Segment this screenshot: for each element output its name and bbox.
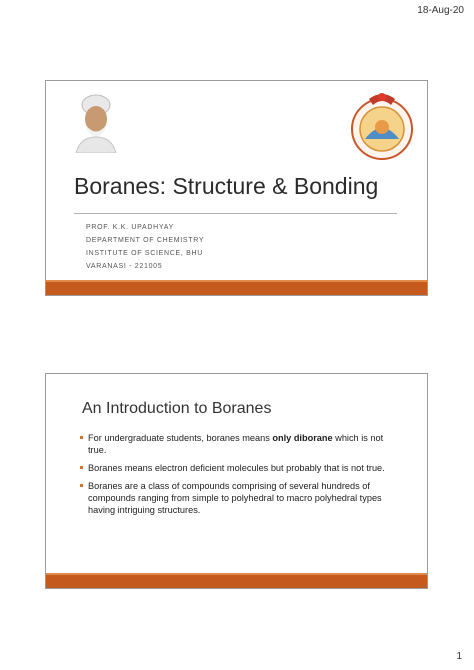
intro-slide <box>45 373 428 589</box>
slide-title: An Introduction to Boranes <box>82 400 272 417</box>
bullet-item <box>80 432 401 456</box>
bullet-text: Boranes are a class of compounds comprising of several hundreds of compounds ranging from simple to polyhedral to macro polyhedral types having intriguing structures. <box>88 481 382 515</box>
author-name: PROF. K.K. UPADHYAY <box>86 224 174 231</box>
bullet-marker <box>80 436 83 439</box>
slide-title: Boranes: Structure & Bonding <box>74 173 379 199</box>
bullet-marker <box>80 484 83 487</box>
bullet-item <box>80 462 401 474</box>
author-block <box>86 221 204 273</box>
date-header: 18-Aug-20 <box>417 5 464 16</box>
department-line: DEPARTMENT OF CHEMISTRY <box>86 237 205 244</box>
slide-footer-bar <box>46 280 427 295</box>
title-slide <box>45 80 428 296</box>
bullet-text: Boranes means electron deficient molecules but probably that is not true. <box>88 463 385 473</box>
university-seal-logo <box>349 87 415 163</box>
bullet-item <box>80 480 401 516</box>
slide-footer-bar <box>46 573 427 588</box>
city-line: VARANASI - 221005 <box>86 263 163 270</box>
bullet-text-end: which is not true. <box>88 433 384 455</box>
bullet-list <box>80 432 401 522</box>
bullet-emphasis: only diborane <box>272 433 333 443</box>
page-number: 1 <box>456 651 462 662</box>
institute-line: INSTITUTE OF SCIENCE, BHU <box>86 250 204 257</box>
title-divider <box>74 213 397 214</box>
bullet-marker <box>80 466 83 469</box>
bullet-text: For undergraduate students, boranes means <box>88 433 273 443</box>
portrait-image <box>70 91 122 153</box>
